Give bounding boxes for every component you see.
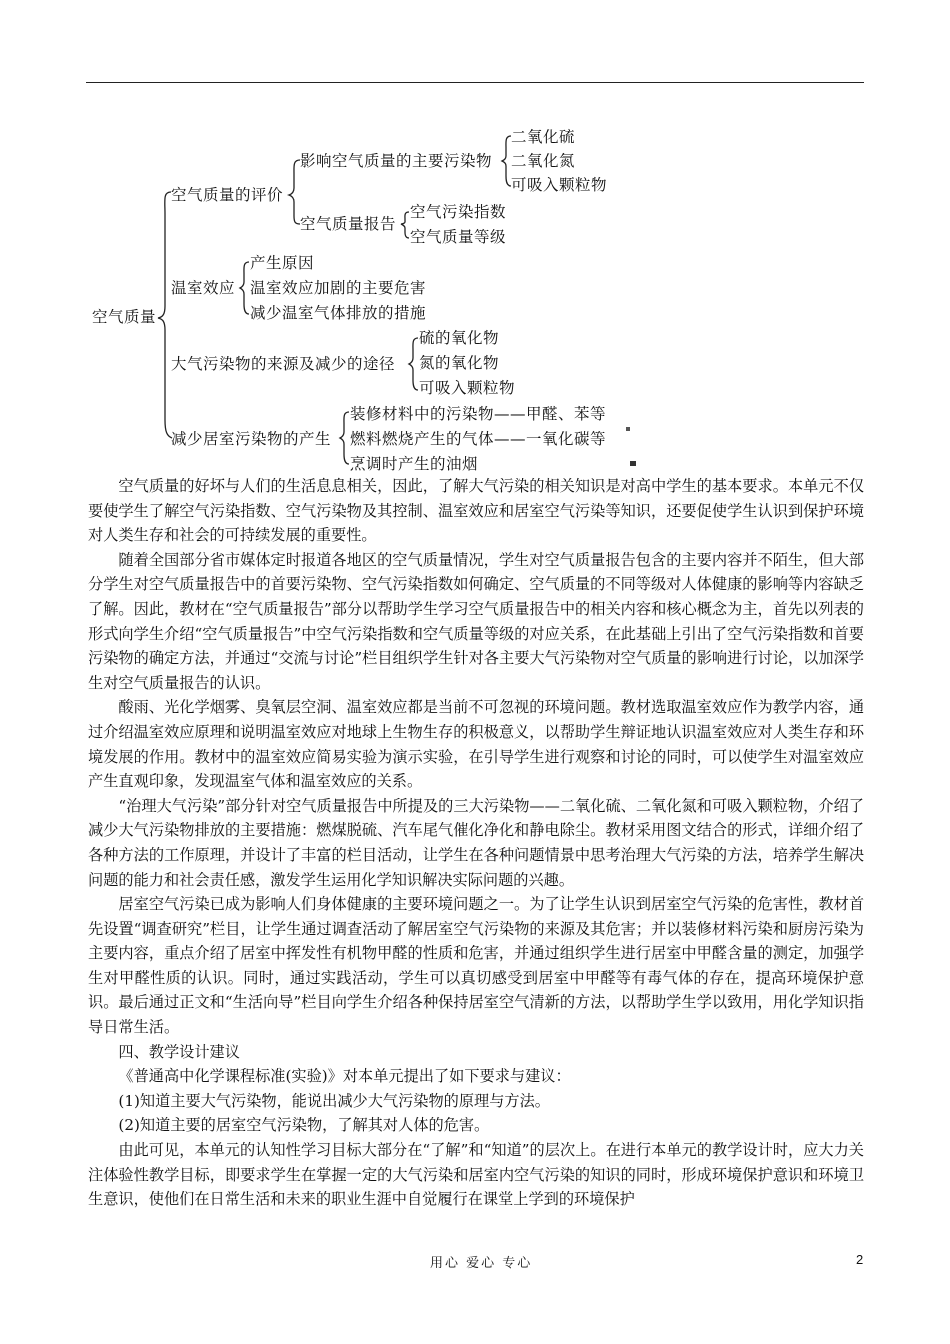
paragraph: 酸雨、光化学烟雾、臭氧层空洞、温室效应都是当前不可忽视的环境问题。教材选取温室效应作为教学内容，通过介绍温室效应原理和说明温室效应对地球上生物生存的积极意义，以帮助学生辩证地认识温室效应对人类生存和环境发展的作用。教材中的温室效应简易实验为演示实验，在引导学生进行观察和讨论的同时，可以使学生对温室效应产生直观印象，发现温室气体和温室效应的关系。 — [88, 698, 864, 791]
page-number: 2 — [856, 1252, 864, 1267]
branch-air-quality-evaluation: 空气质量的评价 — [171, 186, 284, 204]
paragraph: 随着全国部分省市媒体定时报道各地区的空气质量情况，学生对空气质量报告包含的主要内容并不陌生，但大部分学生对空气质量报告中的首要污染物、空气污染指数如何确定、空气质量的不同等级对人体健康的影响等内容缺乏了解。因此，教材在“空气质量报告”部分以帮助学生学习空气质量报告中的相关内容和核心概念为主，首先以列表的形式向学生介绍“空气质量报告”中空气污染指数和空气质量等级的对应关系，在此基础上引出了空气污染指数和首要污染物的确定方法，并通过“交流与讨论”栏目组织学生针对各主要大气污染物对空气质量的影响进行讨论，以加深学生对空气质量报告的认识。 — [88, 550, 864, 692]
item-no2: 二氧化氮 — [511, 152, 576, 170]
diagram-root: 空气质量 — [92, 308, 157, 326]
concept-diagram — [0, 0, 950, 480]
branch-greenhouse: 温室效应 — [171, 279, 236, 297]
item-sulfur-oxides: 硫的氧化物 — [419, 329, 500, 347]
section-heading: 四、教学设计建议 — [118, 1042, 240, 1061]
item-cause: 产生原因 — [250, 254, 315, 272]
sub-air-quality-report: 空气质量报告 — [300, 215, 397, 233]
list-item: (1)知道主要大气污染物，能说出减少大气污染物的原理与方法。 — [118, 1091, 550, 1110]
paragraph: “治理大气污染”部分针对空气质量报告中所提及的三大污染物——二氧化硫、二氧化氮和可吸入颗粒物，介绍了减少大气污染物排放的主要措施：燃煤脱硫、汽车尾气催化净化和静电除尘。教材采用图文结合的形式，详细介绍了各种方法的工作原理，并设计了丰富的栏目活动，让学生在各种问题情景中思考治理大气污染的方法，培养学生解决问题的能力和社会责任感，激发学生运用化学知识解决实际问题的兴趣。 — [88, 796, 864, 889]
item-hazards: 温室效应加剧的主要危害 — [250, 279, 427, 297]
paragraph: 空气质量的好坏与人们的生活息息相关，因此，了解大气污染的相关知识是对高中学生的基本要求。本单元不仅要使学生了解空气污染指数、空气污染物及其控制、温室效应和居室空气污染等知识，还要促使学生认识到保护环境对人类生存和社会的可持续发展的重要性。 — [88, 477, 864, 545]
list-item: (2)知道主要的居室空气污染物，了解其对人体的危害。 — [118, 1116, 490, 1135]
item-fuel-gas: 燃料燃烧产生的气体——一氧化碳等 — [350, 430, 607, 448]
paragraph: 由此可见，本单元的认知性学习目标大部分在“了解”和“知道”的层次上。在进行本单元的教学设计时，应大力关注体验性教学目标，即要求学生在掌握一定的大气污染和居室内空气污染的知识的同时，形成环境保护意识和环境卫生意识，使他们在日常生活和未来的职业生涯中自觉履行在课堂上学到的环境保护 — [88, 1141, 864, 1209]
footer-motto: 用心 爱心 专心 — [430, 1256, 533, 1271]
item-decoration-materials: 装修材料中的污染物——甲醛、苯等 — [350, 405, 607, 423]
item-particulate-2: 可吸入颗粒物 — [419, 379, 516, 397]
paragraph: 《普通高中化学课程标准(实验)》对本单元提出了如下要求与建议： — [118, 1067, 571, 1086]
body-text — [88, 474, 864, 1212]
item-nitrogen-oxides: 氮的氧化物 — [419, 354, 500, 372]
item-pollution-index: 空气污染指数 — [410, 203, 507, 221]
branch-pollutant-sources: 大气污染物的来源及减少的途径 — [171, 355, 396, 373]
item-measures: 减少温室气体排放的措施 — [250, 304, 427, 322]
branch-indoor-pollutants: 减少居室污染物的产生 — [171, 430, 332, 448]
item-cooking-fumes: 烹调时产生的油烟 — [350, 455, 479, 473]
item-quality-grade: 空气质量等级 — [410, 228, 507, 246]
paragraph: 居室空气污染已成为影响人们身体健康的主要环境问题之一。为了让学生认识到居室空气污染的危害性，教材首先设置“调查研究”栏目，让学生通过调查活动了解居室空气污染物的来源及其危害；并以装修材料污染和厨房污染为主要内容，重点介绍了居室中挥发性有机物甲醛的性质和危害，并通过组织学生进行居室中甲醛含量的测定，加强学生对甲醛性质的认识。同时，通过实践活动，学生可以真切感受到居室中甲醛等有毒气体的存在，提高环境保护意识。最后通过正文和“生活向导”栏目向学生介绍各种保持居室空气清新的方法，以帮助学生学以致用，用化学知识指导日常生活。 — [88, 895, 864, 1037]
sub-main-pollutants: 影响空气质量的主要污染物 — [300, 152, 493, 170]
item-particulate: 可吸入颗粒物 — [511, 176, 608, 194]
item-so2: 二氧化硫 — [511, 128, 576, 146]
